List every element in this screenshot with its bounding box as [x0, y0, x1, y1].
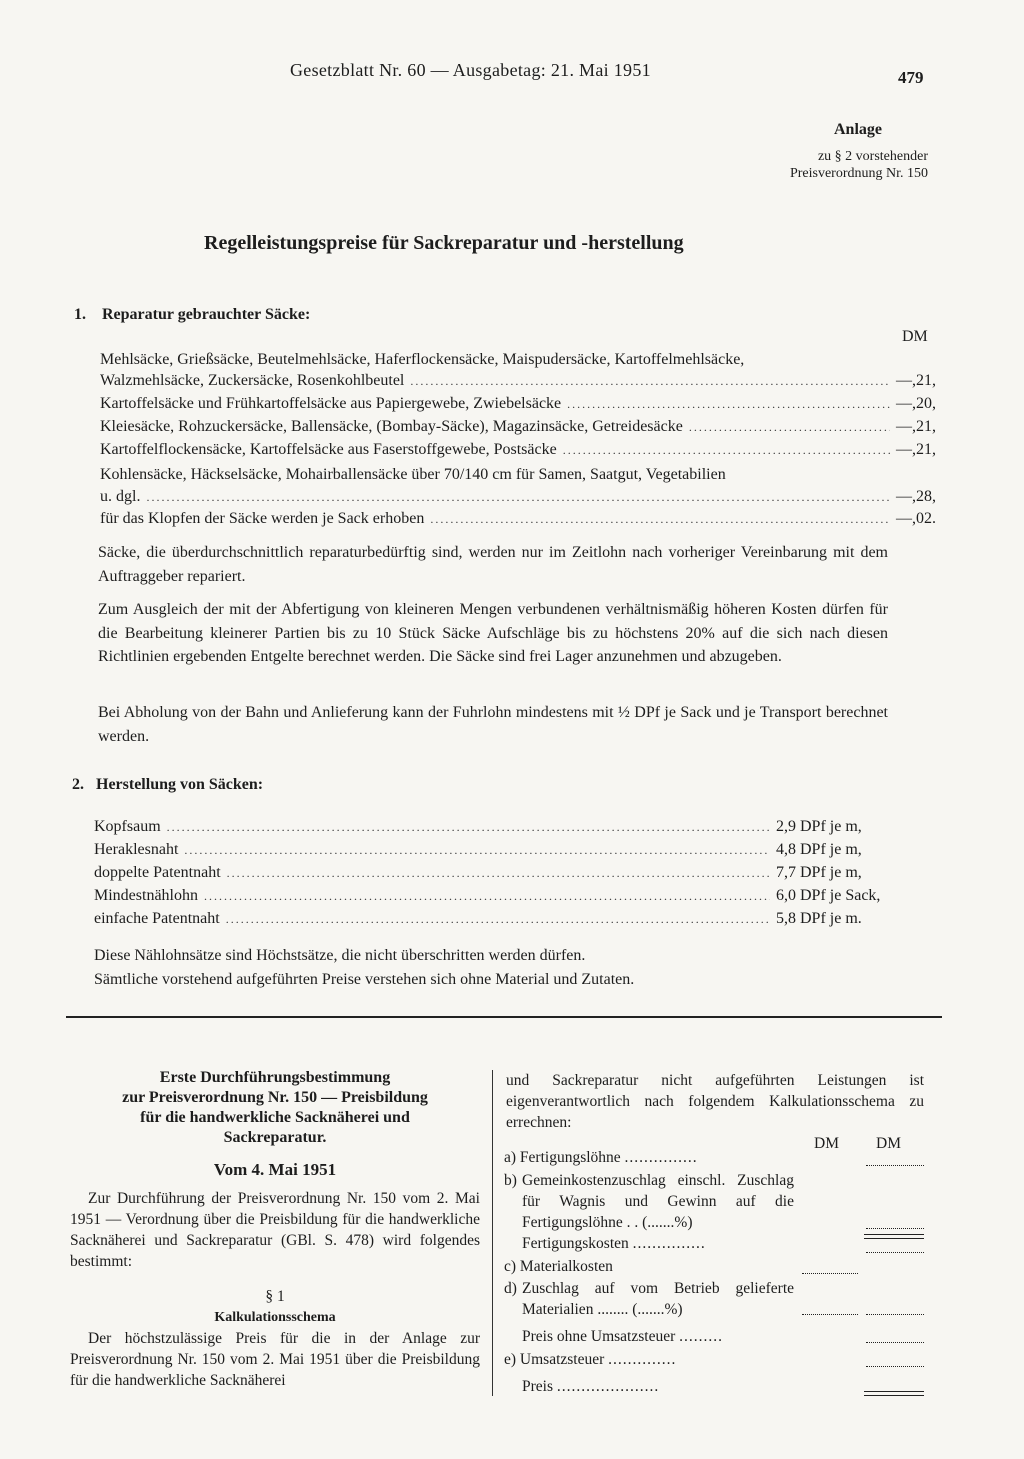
price-row — [94, 862, 924, 884]
schema-key: d) — [504, 1280, 517, 1297]
schema-row-b — [504, 1170, 794, 1233]
price-row-label: doppelte Patentnaht — [94, 864, 221, 881]
schema-row-d — [504, 1278, 794, 1320]
schema-percent: (.......%) — [642, 1214, 693, 1231]
leader-dots — [430, 508, 890, 530]
schema-text: Fertigungslöhne — [519, 1149, 621, 1166]
price-row-value: —,21, — [896, 441, 936, 458]
total-rule — [864, 1391, 924, 1396]
leader-dots: ............... — [624, 1149, 698, 1166]
page-number: 479 — [898, 68, 924, 87]
price-row-value: —,20, — [896, 395, 936, 412]
schema-key: a) — [504, 1149, 517, 1166]
item5-line1: Kohlensäcke, Häckselsäcke, Mohairballensäcke über 70/140 cm für Samen, Saatgut, Vegetabilien — [100, 466, 726, 483]
section1-heading: Reparatur gebrauchter Säcke: — [102, 306, 311, 323]
price-row-label: Kartoffelsäcke und Frühkartoffelsäcke aus Papiergewebe, Zwiebelsäcke — [100, 395, 562, 412]
price-row-value: 4,8 DPf je m, — [776, 841, 862, 858]
section2-note2: Sämtliche vorstehend aufgeführten Preise verstehen sich ohne Material und Zutaten. — [94, 971, 635, 988]
ordinance-date: Vom 4. Mai 1951 — [213, 1160, 337, 1179]
price-row — [100, 393, 936, 415]
anlage-label: Anlage — [834, 121, 882, 138]
section1-paragraph: Zum Ausgleich der mit der Abfertigung von kleineren Mengen verbundenen verhältnismäßig höheren Kosten dürfen für die Bearbeitung kleinerer Partien bis zu 10 Stück Säcke Aufschläge bis zu höchstens 20% auf die sich nach diesen Richtlinien ergebenden Entgelte berechnet werden. Die Säcke sind frei Lager anzunehmen und abzugeben. — [98, 601, 888, 665]
price-row — [100, 439, 936, 461]
leader-dots: . . — [626, 1214, 643, 1231]
currency-heading: DM — [902, 328, 928, 345]
schema-percent: (.......%) — [632, 1301, 683, 1318]
section2-number: 2. — [72, 776, 84, 793]
price-row-value: 2,9 DPf je m, — [776, 818, 862, 835]
schema-text: Materialkosten — [519, 1258, 613, 1275]
anlage-ref-line1: zu § 2 vorstehender — [817, 149, 928, 164]
price-row-label: für das Klopfen der Säcke werden je Sack erhoben — [100, 510, 425, 527]
price-row-label: einfache Patentnaht — [94, 910, 220, 927]
price-row-label: Kartoffelflockensäcke, Kartoffelsäcke aus Faserstoffgewebe, Postsäcke — [100, 441, 557, 458]
schema-row-e — [504, 1349, 794, 1370]
section1-number: 1. — [74, 306, 86, 323]
anlage-reference — [790, 148, 928, 182]
leader-dots — [563, 439, 890, 461]
schema-row-a — [504, 1147, 794, 1168]
leader-dots — [567, 393, 890, 415]
price-row-value: —,21, — [896, 372, 936, 389]
price-row — [94, 839, 924, 861]
schema-row-price — [522, 1376, 794, 1397]
price-row-label: Heraklesnaht — [94, 841, 179, 858]
blank-field-dm1 — [802, 1314, 858, 1315]
schema-text: Fertigungskosten — [522, 1235, 629, 1252]
section2-note1: Diese Nählohnsätze sind Höchstsätze, die nicht überschritten werden dürfen. — [94, 947, 586, 964]
price-row-label: Mindestnählohn — [94, 887, 198, 904]
section-divider — [66, 1016, 942, 1018]
leader-dots: ........ — [597, 1301, 633, 1318]
running-header: Gesetzblatt Nr. 60 — Ausgabetag: 21. Mai 1951 — [290, 60, 651, 80]
document-title: Regelleistungspreise für Sackreparatur und -herstellung — [204, 232, 684, 254]
left-column — [70, 1068, 480, 1391]
schema-col-head-2: DM — [876, 1135, 901, 1152]
price-row-label: u. dgl. — [100, 488, 141, 505]
blank-field-dm2 — [866, 1366, 924, 1367]
leader-dots — [167, 816, 770, 838]
ordinance-title-line: zur Preisverordnung Nr. 150 — Preisbildung — [122, 1089, 428, 1106]
ordinance-intro: Zur Durchführung der Preisverordnung Nr. 150 vom 2. Mai 1951 — Verordnung über die Preisbildung für die handwerkliche Sacknäherei und Sackreparatur (GBl. S. 478) wird folgendes bestimmt: — [70, 1190, 480, 1270]
blank-field-dm2 — [866, 1165, 924, 1166]
price-row-value: 5,8 DPf je m. — [776, 910, 862, 927]
price-row-value: —,28, — [896, 488, 936, 505]
price-row — [94, 816, 924, 838]
column-divider — [492, 1070, 493, 1396]
price-row-label: Walzmehlsäcke, Zuckersäcke, Rosenkohlbeutel — [100, 372, 405, 389]
price-row — [100, 508, 936, 530]
schema-text: Preis ohne Umsatzsteuer — [522, 1328, 676, 1345]
schema-col-head-1: DM — [814, 1135, 839, 1152]
blank-field-dm1 — [802, 1273, 858, 1274]
paragraph-body: Der höchstzulässige Preis für die in der Anlage zur Preisverordnung Nr. 150 vom 2. Mai 1951 über die Preisbildung für die handwerkliche Sacknäherei — [70, 1330, 480, 1389]
price-row-value: —,21, — [896, 418, 936, 435]
leader-dots — [410, 370, 890, 392]
price-row-value: —,02. — [896, 510, 936, 527]
blank-field-dm2 — [866, 1228, 924, 1229]
price-row-label: Kopfsaum — [94, 818, 161, 835]
leader-dots: ......... — [679, 1328, 723, 1345]
anlage-ref-line2: Preisverordnung Nr. 150 — [789, 166, 928, 181]
schema-row-c — [504, 1256, 794, 1277]
leader-dots — [689, 416, 890, 438]
schema-key: c) — [504, 1258, 517, 1275]
price-row-value: 7,7 DPf je m, — [776, 864, 862, 881]
schema-text: Gemeinkostenzuschlag einschl. Zuschlag für Wagnis und Gewinn auf die Fertigungslöhne — [522, 1172, 794, 1231]
schema-row-net-price — [522, 1326, 794, 1347]
schema-row-fertigungskosten — [522, 1233, 794, 1254]
schema-text: Umsatzsteuer — [519, 1351, 605, 1368]
blank-field-dm2 — [866, 1342, 924, 1343]
schema-key: b) — [504, 1172, 517, 1189]
price-row-label: Kleiesäcke, Rohzuckersäcke, Ballensäcke, (Bombay-Säcke), Magazinsäcke, Getreidesäcke — [100, 418, 683, 435]
price-row — [94, 885, 924, 907]
schema-key: e) — [504, 1351, 517, 1368]
leader-dots — [226, 908, 770, 930]
section1-paragraph: Bei Abholung von der Bahn und Anlieferung kann der Fuhrlohn mindestens mit ½ DPf je Sack und je Transport berechnet werden. — [98, 704, 888, 745]
ordinance-title-line: Erste Durchführungsbestimmung — [159, 1069, 391, 1086]
price-row — [100, 370, 936, 392]
schema-text: Preis — [522, 1378, 553, 1395]
price-row — [100, 416, 936, 438]
price-row — [94, 908, 924, 930]
blank-field-dm2 — [866, 1252, 924, 1253]
leader-dots: ............... — [632, 1235, 706, 1252]
leader-dots: ..................... — [556, 1378, 660, 1395]
subtotal-rule — [864, 1234, 924, 1239]
ordinance-title-line: für die handwerkliche Sacknäherei und — [140, 1109, 410, 1126]
blank-field-dm2 — [866, 1314, 924, 1315]
paragraph-sign: § 1 — [265, 1288, 285, 1305]
leader-dots — [227, 862, 770, 884]
price-row — [100, 486, 936, 508]
section2-heading: Herstellung von Säcken: — [96, 776, 264, 793]
paragraph-heading: Kalkulationsschema — [214, 1310, 336, 1325]
leader-dots: .............. — [608, 1351, 677, 1368]
ordinance-title-line: Sackreparatur. — [223, 1129, 327, 1146]
leader-dots — [204, 885, 770, 907]
price-row-value: 6,0 DPf je Sack, — [776, 887, 881, 904]
section1-paragraph: Säcke, die überdurchschnittlich reparaturbedürftig sind, werden nur im Zeitlohn nach vorheriger Vereinbarung mit dem Auftraggeber repariert. — [98, 544, 888, 585]
schema-intro: und Sackreparatur nicht aufgeführten Leistungen ist eigenverantwortlich nach folgendem Kalkulationsschema zu errechnen: — [506, 1072, 924, 1131]
item1-line1: Mehlsäcke, Grießsäcke, Beutelmehlsäcke, Haferflockensäcke, Maispudersäcke, Kartoffelmehlsäcke, — [100, 351, 745, 368]
schema-text: Zuschlag auf vom Betrieb gelieferte Materialien — [522, 1280, 794, 1318]
leader-dots — [184, 839, 770, 861]
leader-dots — [146, 486, 890, 508]
